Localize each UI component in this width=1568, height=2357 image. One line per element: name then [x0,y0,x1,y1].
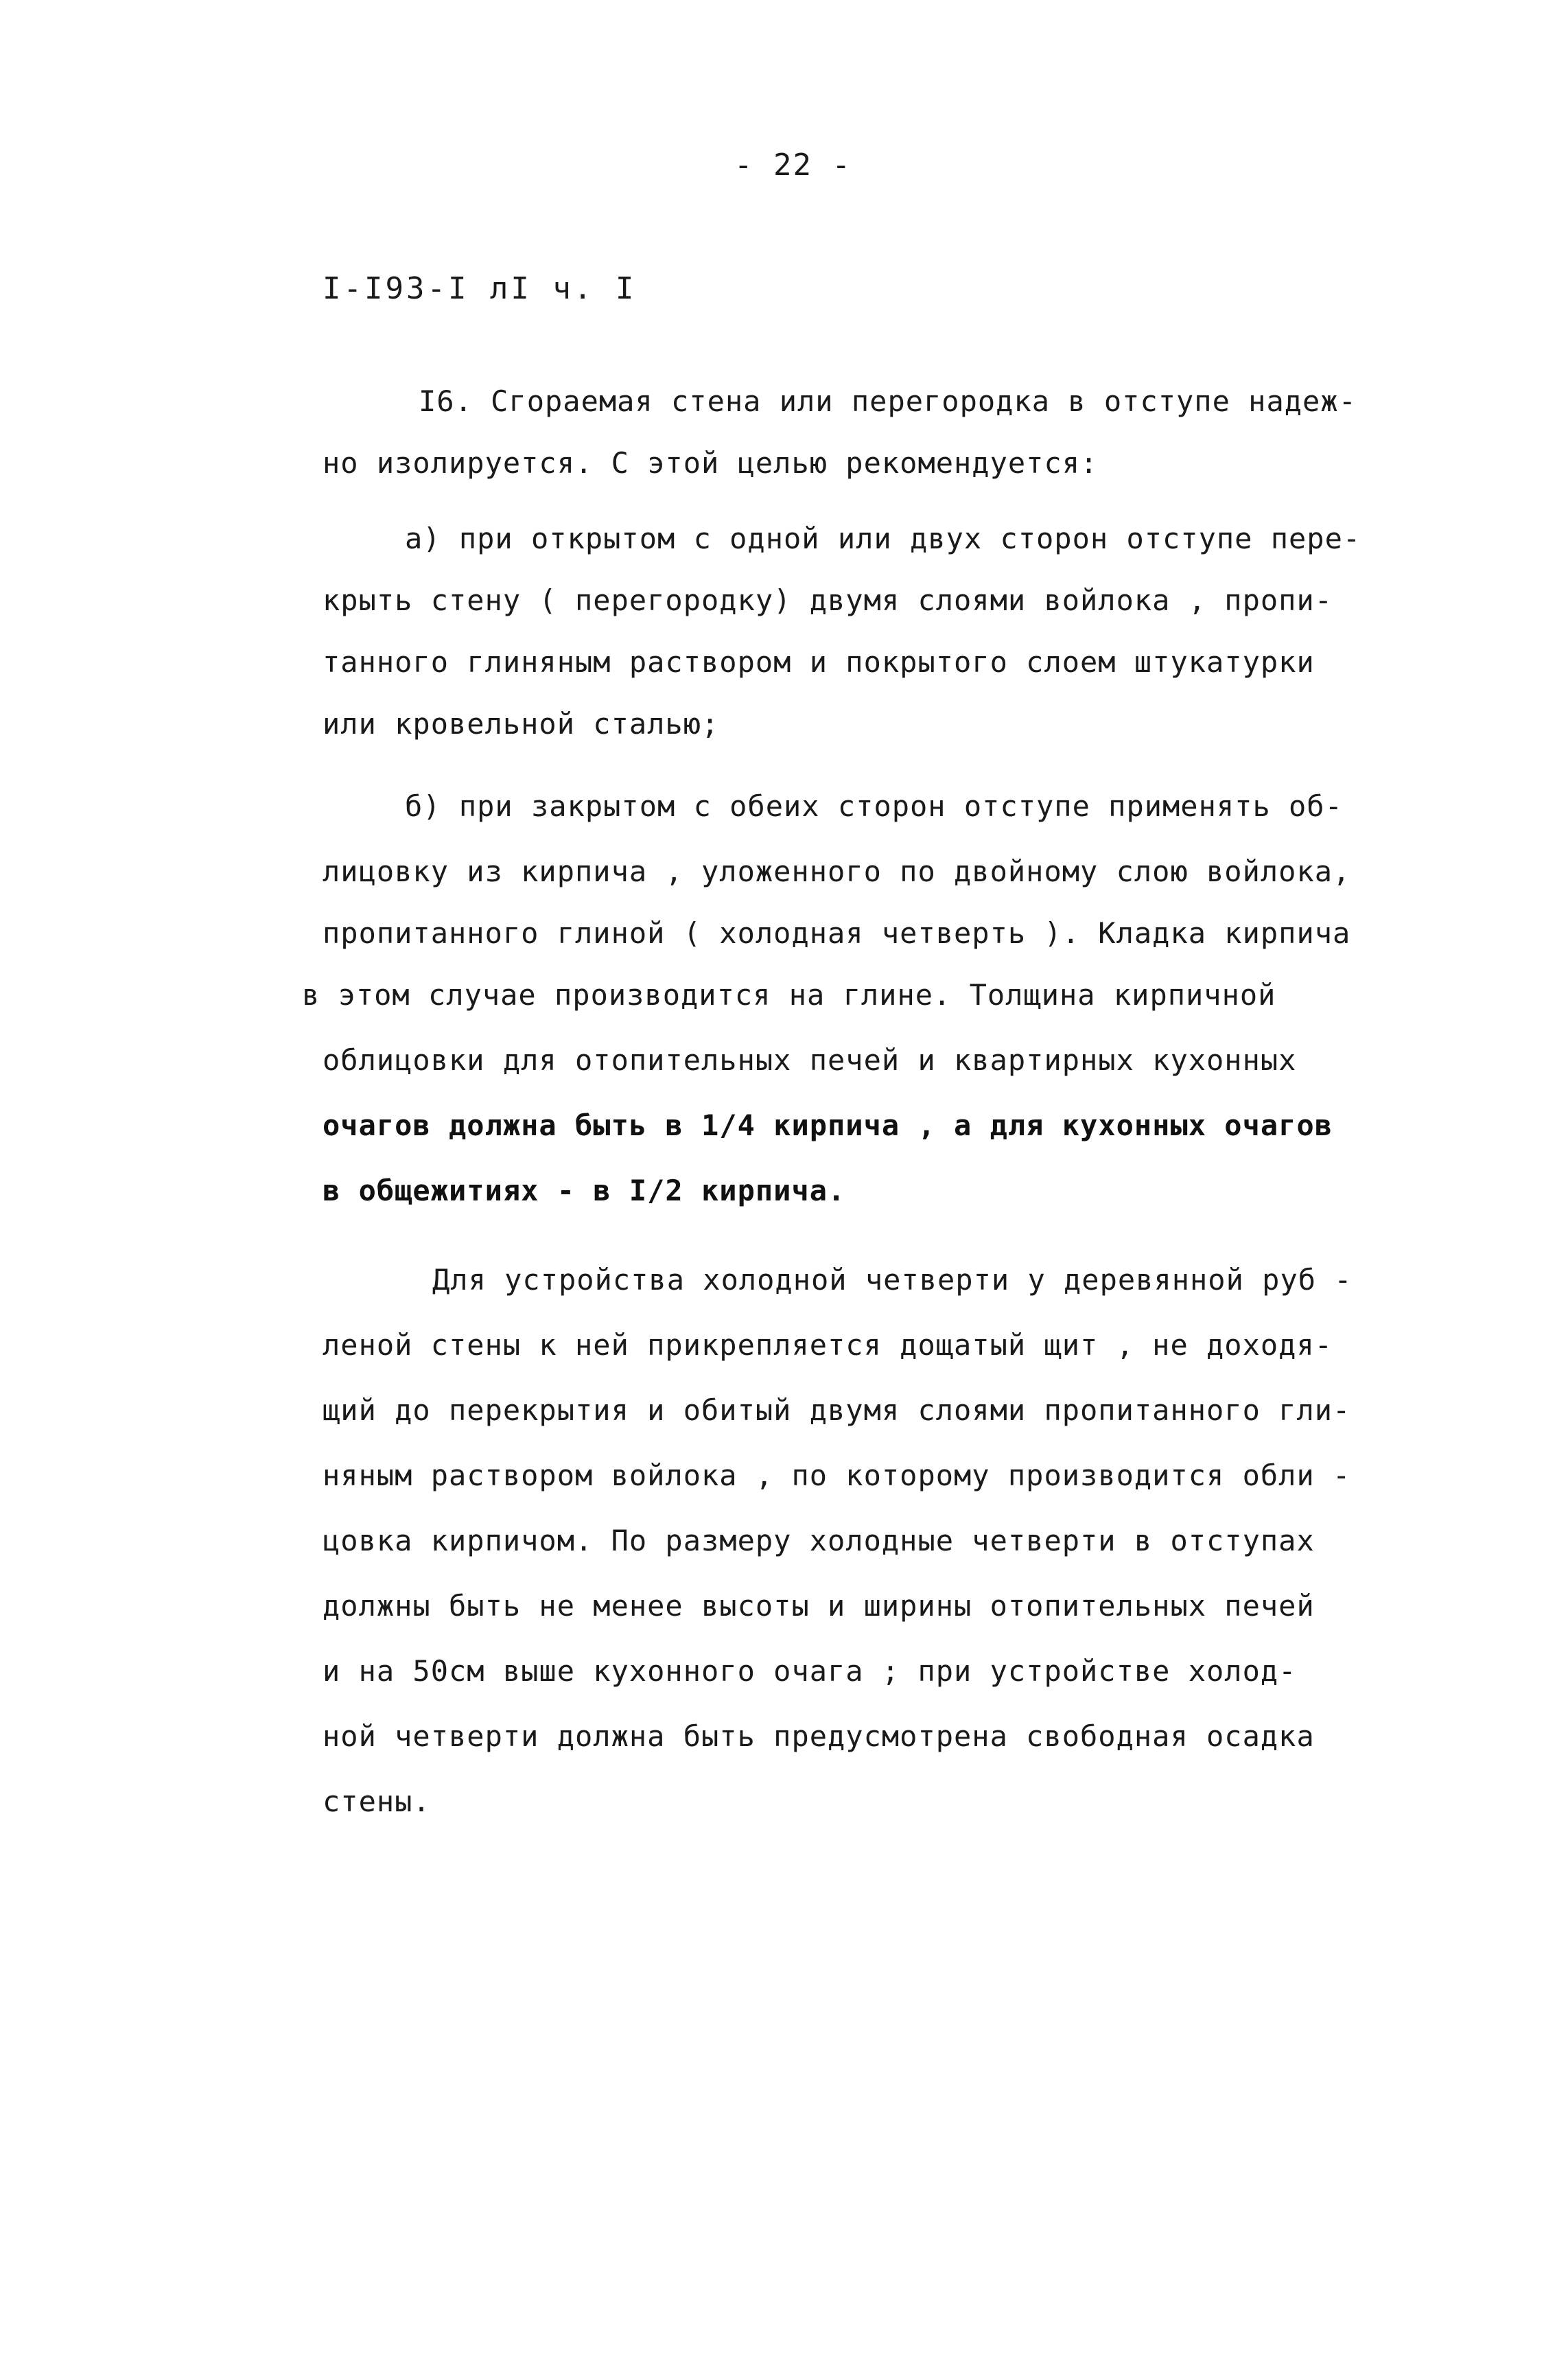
text-line: Для устройства холодной четверти у деревянной руб - [432,1263,1353,1297]
text-line: и на 50см выше кухонного очага ; при устройстве холод- [323,1654,1297,1688]
document-code: I-I93-I лI ч. I [323,271,637,306]
text-line: пропитанного глиной ( холодная четверть ). Кладка кирпича [323,916,1351,950]
text-line: или кровельной сталью; [323,707,720,741]
text-line: няным раствором войлока , по которому производится обли - [323,1459,1351,1492]
page-number: - 22 - [734,148,852,183]
text-line: ной четверти должна быть предусмотрена свободная осадка [323,1719,1315,1753]
text-line: леной стены к ней прикрепляется дощатый щит , не доходя- [323,1328,1333,1362]
text-line: а) при открытом с одной или двух сторон отступе пере- [405,522,1361,555]
text-line: должны быть не менее высоты и ширины отопительных печей [323,1589,1315,1623]
text-line: но изолируется. С этой целью рекомендуется: [323,446,1099,480]
text-line: в общежитиях - в I/2 кирпича. [323,1174,846,1207]
text-line: крыть стену ( перегородку) двумя слоями войлока , пропи- [323,583,1333,617]
text-line: цовка кирпичом. По размеру холодные четверти в отступах [323,1524,1315,1557]
text-line: облицовки для отопительных печей и квартирных кухонных [323,1043,1297,1077]
text-line: лицовку из кирпича , уложенного по двойному слою войлока, [323,855,1351,888]
text-line: щий до перекрытия и обитый двумя слоями пропитанного гли- [323,1393,1351,1427]
text-line: очагов должна быть в 1/4 кирпича , а для кухонных очагов [323,1108,1333,1142]
text-line: б) при закрытом с обеих сторон отступе применять об- [405,789,1343,823]
text-line: танного глиняным раствором и покрытого слоем штукатурки [323,645,1315,679]
text-line: стены. [323,1785,431,1818]
text-line: I6. Сгораемая стена или перегородка в отступе надеж- [419,384,1357,418]
text-line: в этом случае производится на глине. Толщина кирпичной [302,978,1276,1012]
